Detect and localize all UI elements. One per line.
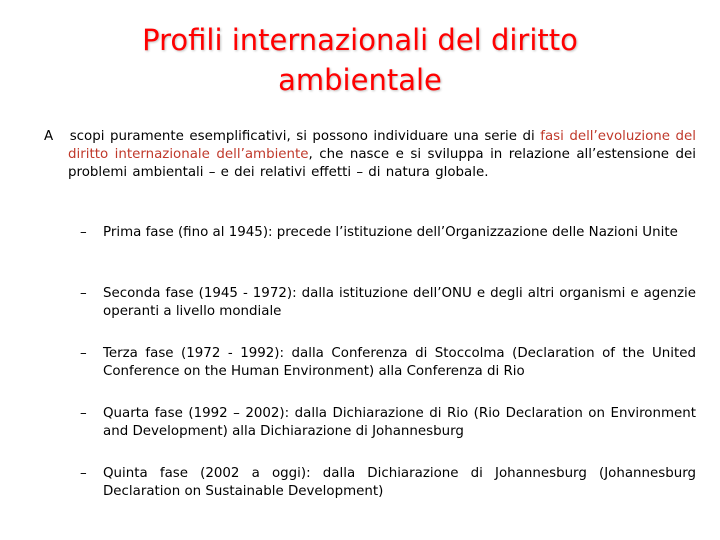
phase-item-4 bbox=[80, 405, 696, 440]
phase-text: Terza fase (1972 - 1992): dalla Conferenza di Stoccolma (Declaration of the United Conference on the Human Environment) alla Conferenza di Rio bbox=[103, 346, 696, 379]
phase-item-2 bbox=[80, 285, 696, 320]
phase-text: Quarta fase (1992 – 2002): dalla Dichiarazione di Rio (Rio Declaration on Environment and Development) alla Dichiarazione di Johannesburg bbox=[103, 406, 696, 439]
phase-text: Seconda fase (1945 - 1972): dalla istituzione dell’ONU e degli altri organismi e agenzie operanti a livello mondiale bbox=[103, 286, 696, 319]
phase-item-3 bbox=[80, 345, 696, 380]
phase-item-5 bbox=[80, 465, 696, 500]
intro-highlight: fasi dell’evoluzione del diritto internazionale dell’ambiente bbox=[68, 129, 696, 162]
intro-bullet: A bbox=[44, 129, 54, 144]
intro-text-before: scopi puramente esemplificativi, si possono individuare una serie di bbox=[69, 129, 541, 144]
dash-bullet: – bbox=[80, 225, 87, 240]
slide-title: Profili internazionali del diritto ambientale bbox=[142, 23, 578, 97]
dash-bullet: – bbox=[80, 466, 87, 481]
dash-bullet: – bbox=[80, 406, 87, 421]
dash-bullet: – bbox=[80, 286, 87, 301]
intro-text-after: , che nasce e si sviluppa in relazione all’estensione dei problemi ambientali – e dei relativi effetti – di natura globale. bbox=[68, 146, 696, 180]
phase-text: Prima fase (fino al 1945): precede l’istituzione dell’Organizzazione delle Nazioni Unite bbox=[103, 225, 678, 240]
phase-item-1 bbox=[80, 224, 696, 242]
dash-bullet: – bbox=[80, 346, 87, 361]
phase-text: Quinta fase (2002 a oggi): dalla Dichiarazione di Johannesburg (Johannesburg Declaration on Sustainable Development) bbox=[103, 466, 696, 499]
intro-paragraph bbox=[44, 128, 696, 181]
